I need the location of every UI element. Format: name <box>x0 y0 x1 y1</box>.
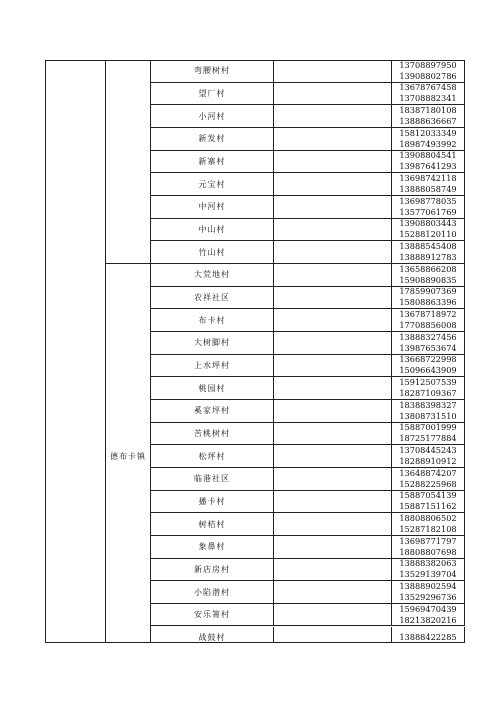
village-name: 小陷潜村 <box>194 587 230 597</box>
table-row <box>45 445 465 468</box>
phone-number: 15096643909 <box>399 365 457 376</box>
blank-cell <box>274 151 392 174</box>
phone-number: 13808731510 <box>399 410 457 421</box>
phone-cell <box>392 604 465 627</box>
phone-number: 18288910912 <box>399 456 457 467</box>
table-row <box>45 83 465 106</box>
village-name-cell <box>151 468 274 491</box>
village-name: 松坪村 <box>198 451 226 461</box>
village-name: 望厂村 <box>198 88 226 98</box>
phone-cell <box>392 377 465 400</box>
phone-number: 13888058749 <box>399 184 457 195</box>
table-row <box>45 105 465 128</box>
table-row <box>45 581 465 604</box>
phone-cell <box>392 219 465 242</box>
phone-number: 15912507539 <box>399 377 457 388</box>
village-name-cell <box>151 264 274 287</box>
blank-cell <box>274 332 392 355</box>
phone-number: 18213820216 <box>399 614 457 625</box>
village-name-cell <box>151 581 274 604</box>
blank-cell <box>274 309 392 332</box>
village-name-cell <box>151 423 274 446</box>
phone-number: 13678767458 <box>399 82 457 93</box>
phone-number: 18987493992 <box>399 138 457 149</box>
phone-number: 13888327456 <box>399 331 457 342</box>
table-row <box>45 309 465 332</box>
village-name-cell <box>151 400 274 423</box>
village-name: 奚家坪村 <box>194 406 230 416</box>
phone-number: 17708856008 <box>399 320 457 331</box>
phone-number: 13698742118 <box>399 173 457 184</box>
blank-cell <box>274 627 392 644</box>
phone-number: 13577061769 <box>399 206 457 217</box>
phone-number: 13888902594 <box>399 581 457 591</box>
village-name-cell <box>151 219 274 242</box>
blank-cell <box>274 536 392 559</box>
village-name: 新发村 <box>198 134 226 144</box>
blank-cell <box>274 491 392 514</box>
phone-number: 18287109367 <box>399 388 457 399</box>
village-name-cell <box>151 355 274 378</box>
table-row <box>45 423 465 446</box>
phone-number: 13987641293 <box>399 161 457 172</box>
blank-cell <box>274 264 392 287</box>
village-name-cell <box>151 513 274 536</box>
phone-cell <box>392 491 465 514</box>
phone-number: 13888382063 <box>399 558 457 569</box>
phone-number: 13987653674 <box>399 342 457 353</box>
phone-cell <box>392 513 465 536</box>
phone-cell <box>392 151 465 174</box>
table-row <box>45 151 465 174</box>
village-name-cell <box>151 151 274 174</box>
phone-number: 15887151162 <box>399 501 457 512</box>
phone-number: 15288225968 <box>399 478 457 489</box>
blank-cell <box>274 83 392 106</box>
village-name-cell <box>151 309 274 332</box>
village-name: 弯腰树村 <box>194 66 230 76</box>
phone-number: 15887001999 <box>399 422 457 433</box>
village-name-cell <box>151 604 274 627</box>
table-row <box>45 536 465 559</box>
phone-cell <box>392 128 465 151</box>
village-name-cell <box>151 491 274 514</box>
blank-cell <box>274 445 392 468</box>
table-row <box>45 241 465 264</box>
phone-cell <box>392 173 465 196</box>
blank-cell <box>274 377 392 400</box>
blank-cell <box>274 105 392 128</box>
blank-cell <box>274 196 392 219</box>
phone-number: 13529296736 <box>399 592 457 602</box>
village-name-cell <box>151 627 274 644</box>
village-name: 苦桃树村 <box>194 428 230 438</box>
village-name-cell <box>151 536 274 559</box>
phone-number: 13648874207 <box>399 467 457 478</box>
table-row <box>45 468 465 491</box>
blank-cell <box>274 173 392 196</box>
phone-cell <box>392 60 465 83</box>
table-row <box>45 60 465 83</box>
phone-cell <box>392 423 465 446</box>
phone-cell <box>392 196 465 219</box>
phone-number: 13908804541 <box>399 150 457 161</box>
phone-number: 13708897950 <box>399 60 457 70</box>
phone-number: 15808863396 <box>399 297 457 308</box>
blank-cell <box>274 355 392 378</box>
phone-number: 15287182108 <box>399 524 457 535</box>
phone-number: 18387180108 <box>399 105 457 116</box>
village-name: 新店房村 <box>194 564 230 574</box>
village-name-cell <box>151 559 274 582</box>
phone-number: 13698771797 <box>399 535 457 546</box>
village-name-cell <box>151 445 274 468</box>
village-name: 中山村 <box>198 224 226 234</box>
blank-cell <box>274 468 392 491</box>
table-row <box>45 559 465 582</box>
blank-cell <box>274 287 392 310</box>
phone-number: 13678718972 <box>399 309 457 320</box>
village-name: 临港社区 <box>194 474 230 484</box>
phone-cell <box>392 287 465 310</box>
table-row <box>45 627 465 644</box>
village-name: 象鼻村 <box>198 542 226 552</box>
village-name: 农祥社区 <box>194 292 230 302</box>
phone-number: 18725177884 <box>399 433 457 444</box>
phone-number: 13888422285 <box>399 631 457 642</box>
blank-cell <box>274 400 392 423</box>
village-name: 大荒地村 <box>194 270 230 280</box>
village-name-cell <box>151 128 274 151</box>
phone-cell <box>392 400 465 423</box>
blank-cell <box>274 219 392 242</box>
village-name-cell <box>151 196 274 219</box>
village-name: 大树脚村 <box>194 338 230 348</box>
table-bottom-border <box>45 642 465 643</box>
blank-cell <box>274 513 392 536</box>
phone-cell <box>392 332 465 355</box>
phone-number: 13708882341 <box>399 93 457 104</box>
phone-cell <box>392 581 465 604</box>
village-name: 安乐箐村 <box>194 610 230 620</box>
village-name-cell <box>151 332 274 355</box>
phone-cell <box>392 445 465 468</box>
table-row <box>45 400 465 423</box>
phone-number: 13529139704 <box>399 569 457 580</box>
phone-number: 15908890835 <box>399 274 457 285</box>
village-name: 元宝村 <box>198 179 226 189</box>
village-name-cell <box>151 287 274 310</box>
phone-cell <box>392 83 465 106</box>
phone-number: 13908803443 <box>399 218 457 229</box>
village-name: 树桔村 <box>198 519 226 529</box>
table-row <box>45 173 465 196</box>
phone-cell <box>392 468 465 491</box>
phone-cell <box>392 309 465 332</box>
phone-number: 18388398327 <box>399 399 457 410</box>
village-name: 竹山村 <box>198 247 226 257</box>
village-name: 桃园村 <box>198 383 226 393</box>
phone-number: 15969470439 <box>399 603 457 614</box>
phone-number: 13908802786 <box>399 70 457 81</box>
village-name-cell <box>151 173 274 196</box>
phone-number: 13668722998 <box>399 354 457 365</box>
town-name: 德布卡镇 <box>110 451 146 461</box>
phone-cell <box>392 264 465 287</box>
phone-cell <box>392 241 465 264</box>
phone-cell <box>392 536 465 559</box>
table-row <box>45 604 465 627</box>
blank-cell <box>274 581 392 604</box>
phone-number: 17859907369 <box>399 286 457 297</box>
phone-number: 15887054139 <box>399 490 457 501</box>
table-row <box>45 287 465 310</box>
village-name-cell <box>151 377 274 400</box>
phone-number: 15288120110 <box>399 229 457 240</box>
phone-number: 13888912783 <box>399 252 457 263</box>
phone-number: 13658866208 <box>399 263 457 274</box>
phone-number: 13888545408 <box>399 241 457 252</box>
table-row <box>45 196 465 219</box>
blank-cell <box>274 559 392 582</box>
phone-number: 13698778035 <box>399 195 457 206</box>
blank-cell <box>274 423 392 446</box>
village-name: 布卡村 <box>198 315 226 325</box>
village-name: 战鼓村 <box>198 632 226 642</box>
phone-number: 18808807698 <box>399 546 457 557</box>
phone-cell <box>392 355 465 378</box>
village-name-cell <box>151 105 274 128</box>
village-name: 新寨村 <box>198 156 226 166</box>
village-name: 小河村 <box>198 111 226 121</box>
table-row <box>45 513 465 536</box>
village-name: 播卡村 <box>198 496 226 506</box>
phone-cell <box>392 105 465 128</box>
blank-cell <box>274 604 392 627</box>
table-row <box>45 377 465 400</box>
blank-cell <box>274 241 392 264</box>
phone-number: 13888636667 <box>399 116 457 127</box>
phone-cell <box>392 559 465 582</box>
phone-number: 15812033349 <box>399 127 457 138</box>
table-row <box>45 332 465 355</box>
blank-cell <box>274 60 392 83</box>
village-name-cell <box>151 60 274 83</box>
blank-cell <box>274 128 392 151</box>
phone-number: 13708445243 <box>399 445 457 456</box>
village-name-cell <box>151 241 274 264</box>
table-row <box>45 219 465 242</box>
village-name-cell <box>151 83 274 106</box>
table-row <box>45 491 465 514</box>
village-name: 中河村 <box>198 202 226 212</box>
village-name: 上水坪村 <box>194 360 230 370</box>
table-row <box>45 264 465 287</box>
table-row <box>45 128 465 151</box>
table-row <box>45 355 465 378</box>
phone-number: 18808806502 <box>399 513 457 524</box>
contact-table <box>45 60 465 643</box>
phone-cell <box>392 627 465 644</box>
